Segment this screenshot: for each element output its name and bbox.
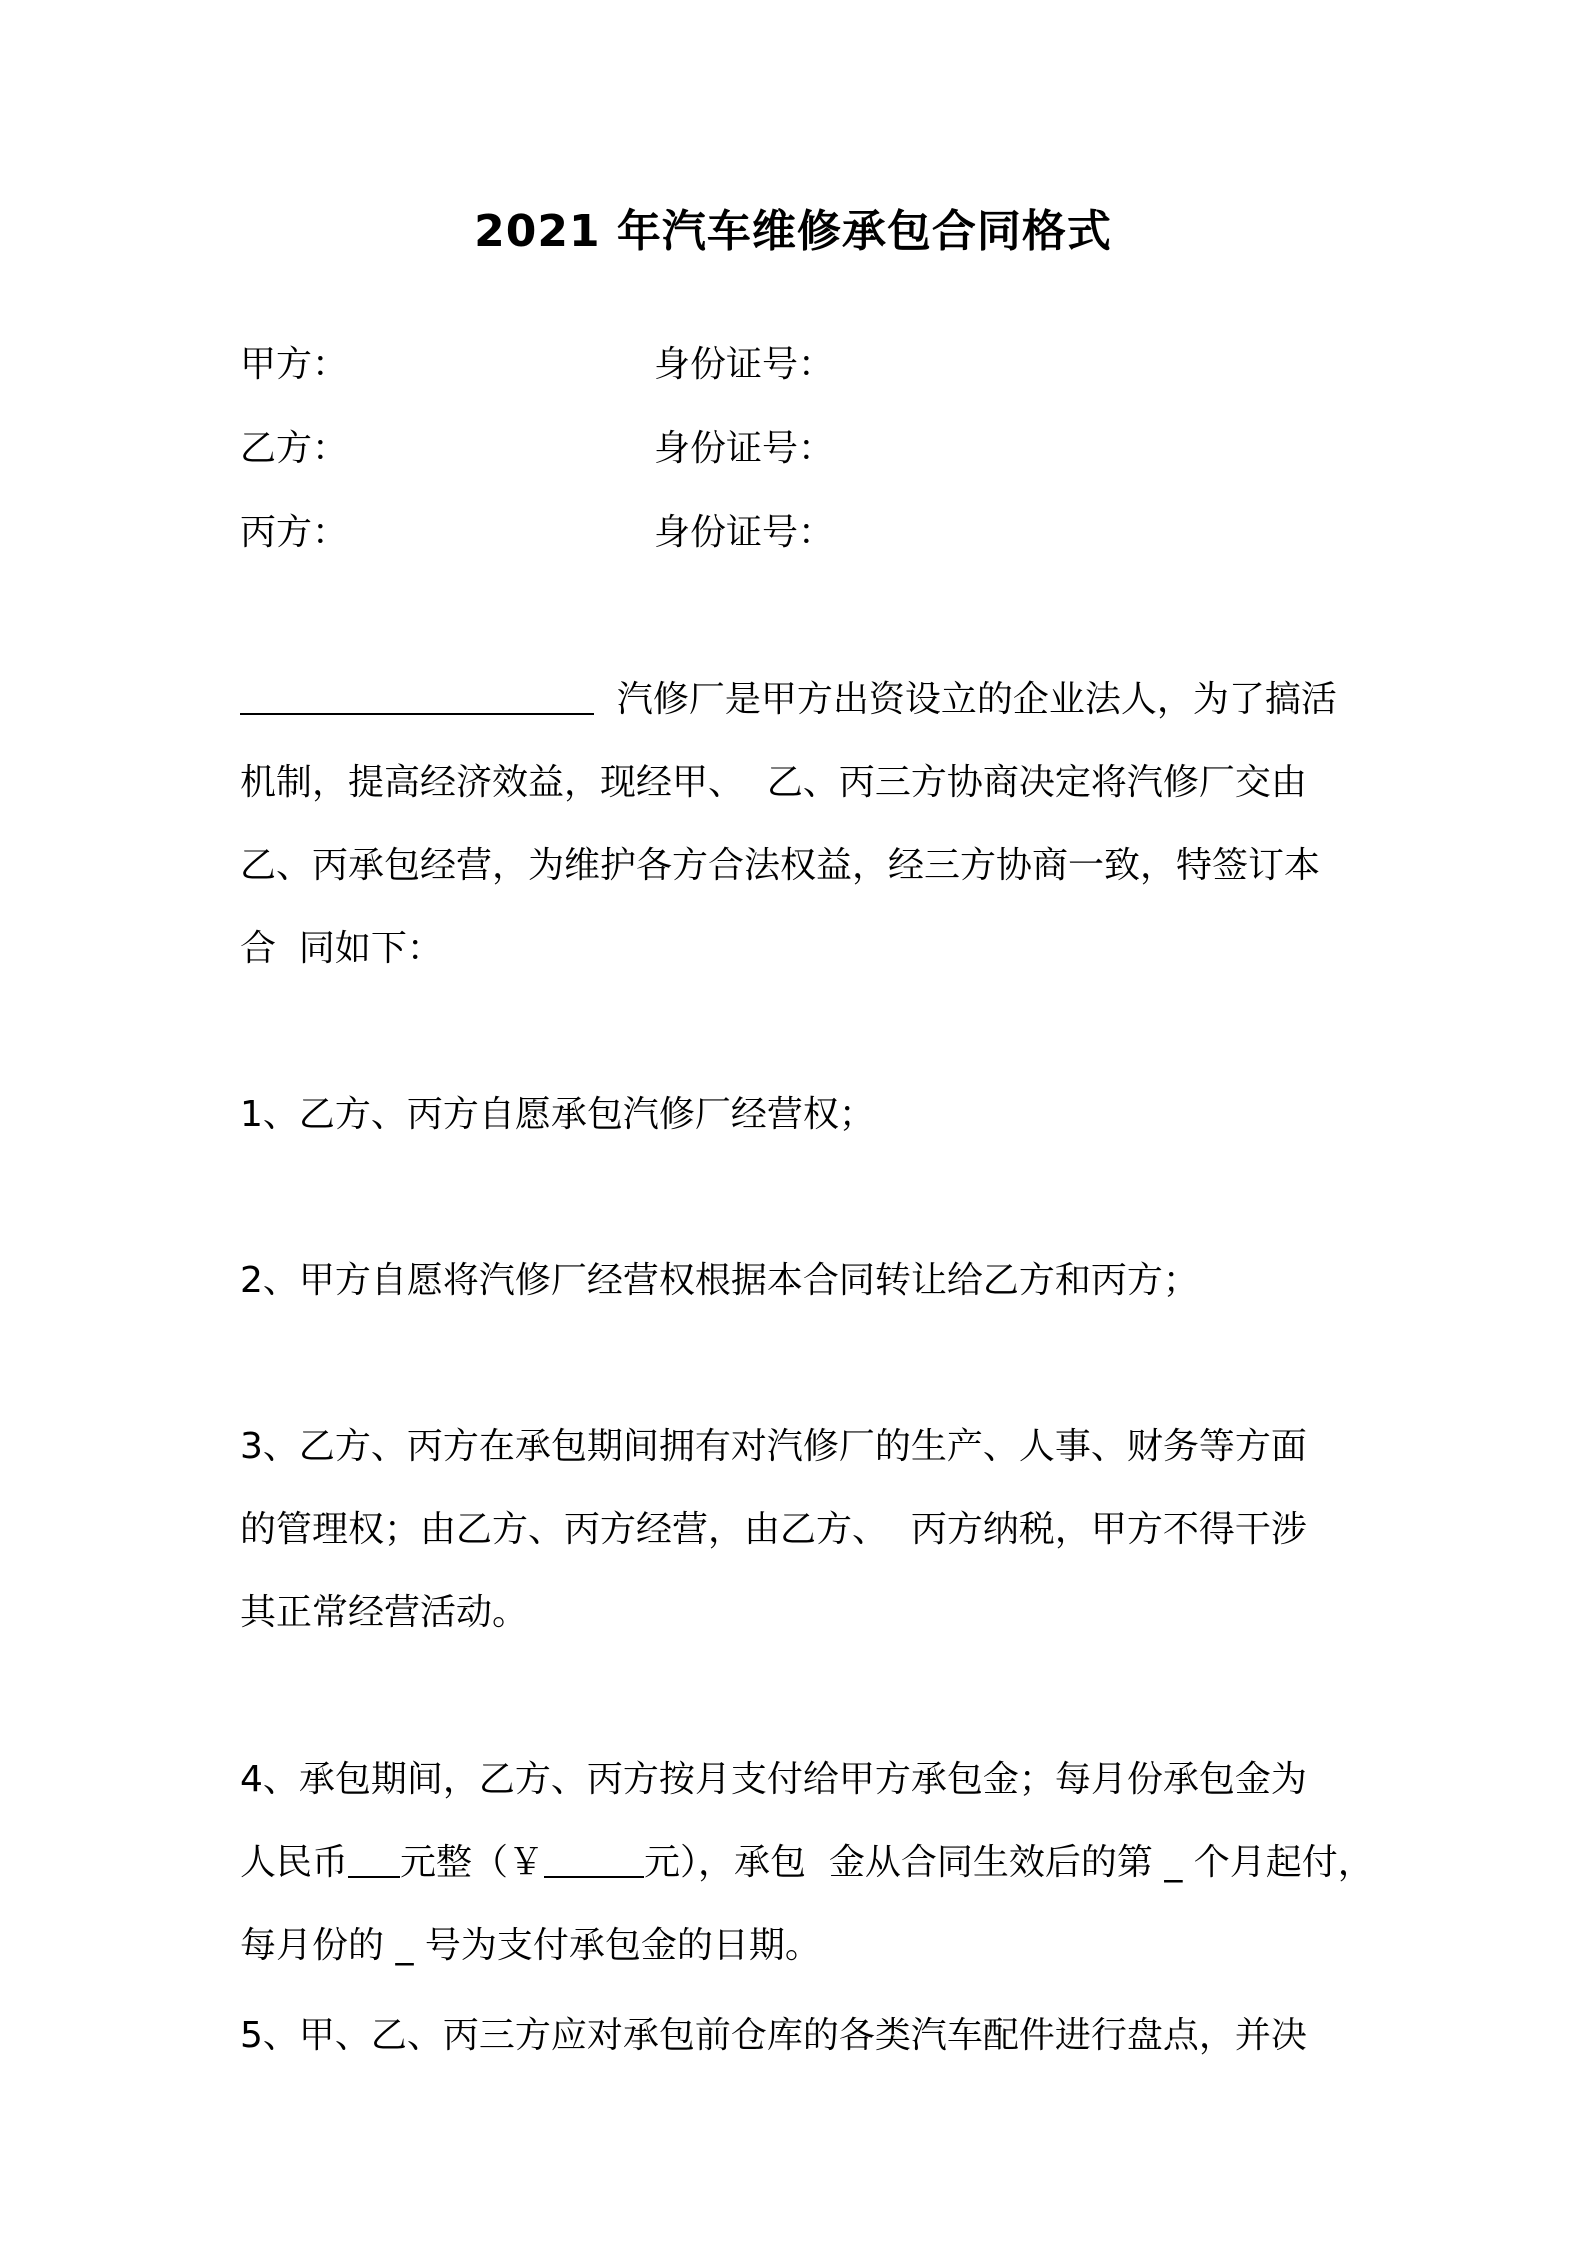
clause-5-line-1: 5、甲、乙、丙三方应对承包前仓库的各类汽车配件进行盘点，并决 [240, 2015, 1307, 2056]
amount-words-blank [348, 1838, 400, 1878]
preamble-line-4: 合 同如下： [240, 928, 443, 969]
party-c-id-label: 身份证号： [654, 512, 835, 553]
preamble-line-1 [240, 675, 1337, 725]
clause-2: 2、甲方自愿将汽修厂经营权根据本合同转让给乙方和丙方； [240, 1260, 1199, 1301]
party-b-row [240, 424, 1340, 474]
amount-number-blank [544, 1838, 644, 1878]
preamble-line-2: 机制，提高经济效益，现经甲、 乙、丙三方协商决定将汽修厂交由 [240, 762, 1307, 803]
clause-4-line-2 [240, 1838, 1374, 1888]
clause-4-line-2-b: 元整（￥ [400, 1842, 545, 1883]
clause-4-line-1: 4、承包期间，乙方、丙方按月支付给甲方承包金；每月份承包金为 [240, 1759, 1307, 1800]
party-b-id-label: 身份证号： [654, 428, 835, 469]
clause-1: 1、乙方、丙方自愿承包汽修厂经营权； [240, 1094, 875, 1135]
factory-name-blank [240, 675, 594, 715]
party-c-label: 丙方： [240, 512, 349, 553]
clause-4-line-2-c: 元），承包 金从合同生效后的第 _ 个月起付， [644, 1842, 1374, 1883]
clause-4-line-3: 每月份的 _ 号为支付承包金的日期。 [240, 1925, 821, 1966]
party-c-row [240, 508, 1340, 558]
preamble-line-3: 乙、丙承包经营，为维护各方合法权益，经三方协商一致，特签订本 [240, 845, 1321, 886]
preamble-line-1-text: 汽修厂是甲方出资设立的企业法人，为了搞活 [594, 679, 1337, 720]
clause-3-line-1: 3、乙方、丙方在承包期间拥有对汽修厂的生产、人事、财务等方面 [240, 1426, 1307, 1467]
party-b-label: 乙方： [240, 428, 349, 469]
party-a-id-label: 身份证号： [654, 344, 835, 385]
clause-3-line-2: 的管理权；由乙方、丙方经营，由乙方、 丙方纳税，甲方不得干涉 [240, 1509, 1307, 1550]
party-a-label: 甲方： [240, 344, 349, 385]
party-a-row [240, 340, 1340, 390]
document-title: 2021 年汽车维修承包合同格式 [474, 206, 1112, 257]
clause-4-line-2-a: 人民币 [240, 1842, 349, 1883]
clause-3-line-3: 其正常经营活动。 [240, 1592, 529, 1633]
